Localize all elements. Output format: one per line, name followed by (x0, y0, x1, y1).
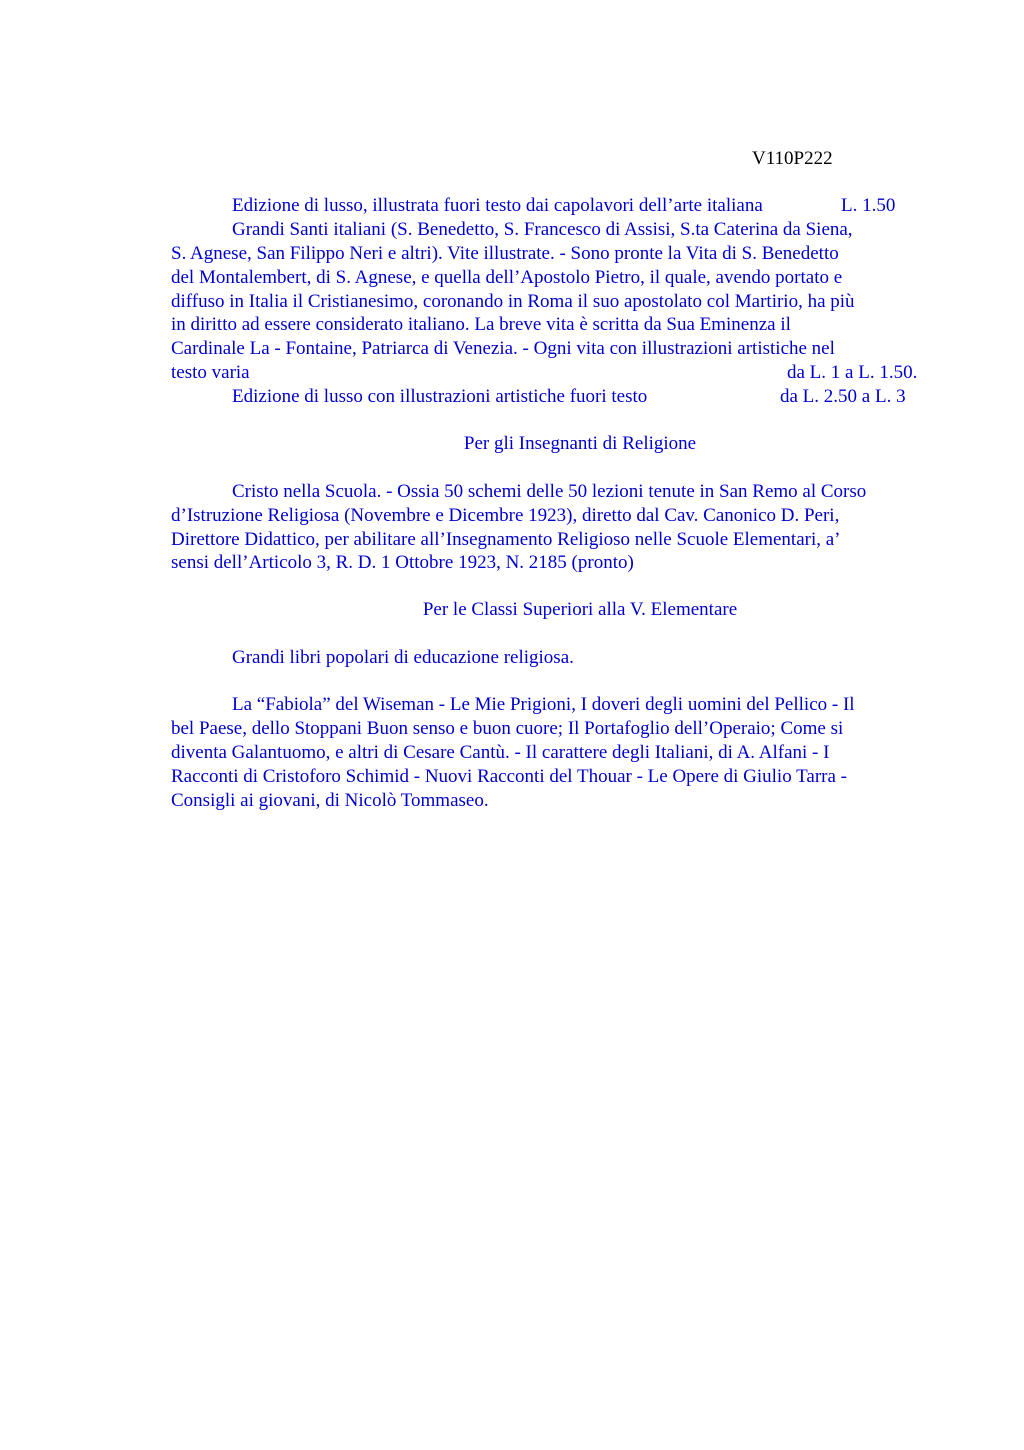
santi-line-6: Cardinale La - Fontaine, Patriarca di Venezia. - Ogni vita con illustrazioni artistiche nel (171, 338, 835, 359)
santi-price: da L. 1 a L. 1.50. (787, 362, 918, 383)
santi-line-3: del Montalembert, di S. Agnese, e quella dell’Apostolo Pietro, il quale, avendo portato e (171, 267, 843, 288)
cristo-line-3: Direttore Didattico, per abilitare all’Insegnamento Religioso nelle Scuole Elementari, a’ (171, 529, 841, 550)
fabiola-line-4: Racconti di Cristoforo Schimid - Nuovi Racconti del Thouar - Le Opere di Giulio Tarra - (171, 766, 847, 787)
section-heading-classi: Per le Classi Superiori alla V. Elementare (422, 599, 738, 620)
entry-lusso-illustrata: Edizione di lusso, illustrata fuori testo dai capolavori dell’arte italiana (232, 195, 763, 216)
santi-line-1: Grandi Santi italiani (S. Benedetto, S. Francesco di Assisi, S.ta Caterina da Siena, (232, 219, 853, 240)
section-heading-insegnanti: Per gli Insegnanti di Religione (463, 433, 697, 454)
entry-lusso-artistiche: Edizione di lusso con illustrazioni artistiche fuori testo (232, 386, 648, 407)
cristo-line-4: sensi dell’Articolo 3, R. D. 1 Ottobre 1923, N. 2185 (pronto) (171, 552, 634, 573)
fabiola-line-3: diventa Galantuomo, e altri di Cesare Cantù. - Il carattere degli Italiani, di A. Alfani - I (171, 742, 830, 763)
cristo-line-2: d’Istruzione Religiosa (Novembre e Dicembre 1923), diretto dal Cav. Canonico D. Peri, (171, 505, 840, 526)
santi-line-4: diffuso in Italia il Cristianesimo, coronando in Roma il suo apostolato col Martirio, ha più (171, 291, 855, 312)
grandi-libri-line: Grandi libri popolari di educazione religiosa. (232, 647, 574, 668)
santi-line-5: in diritto ad essere considerato italiano. La breve vita è scritta da Sua Eminenza il (171, 314, 791, 335)
fabiola-line-5: Consigli ai giovani, di Nicolò Tommaseo. (171, 790, 489, 811)
santi-line-2: S. Agnese, San Filippo Neri e altri). Vite illustrate. - Sono pronte la Vita di S. Benedetto (171, 243, 839, 264)
page-identifier: V110P222 (752, 148, 833, 169)
fabiola-line-2: bel Paese, dello Stoppani Buon senso e buon cuore; Il Portafoglio dell’Operaio; Come si (171, 718, 844, 739)
santi-line-7: testo varia (171, 362, 250, 383)
entry-lusso-artistiche-price: da L. 2.50 a L. 3 (780, 386, 906, 407)
fabiola-line-1: La “Fabiola” del Wiseman - Le Mie Prigioni, I doveri degli uomini del Pellico - Il (232, 694, 855, 715)
entry-lusso-illustrata-price: L. 1.50 (841, 195, 896, 216)
cristo-line-1: Cristo nella Scuola. - Ossia 50 schemi delle 50 lezioni tenute in San Remo al Corso (232, 481, 867, 502)
